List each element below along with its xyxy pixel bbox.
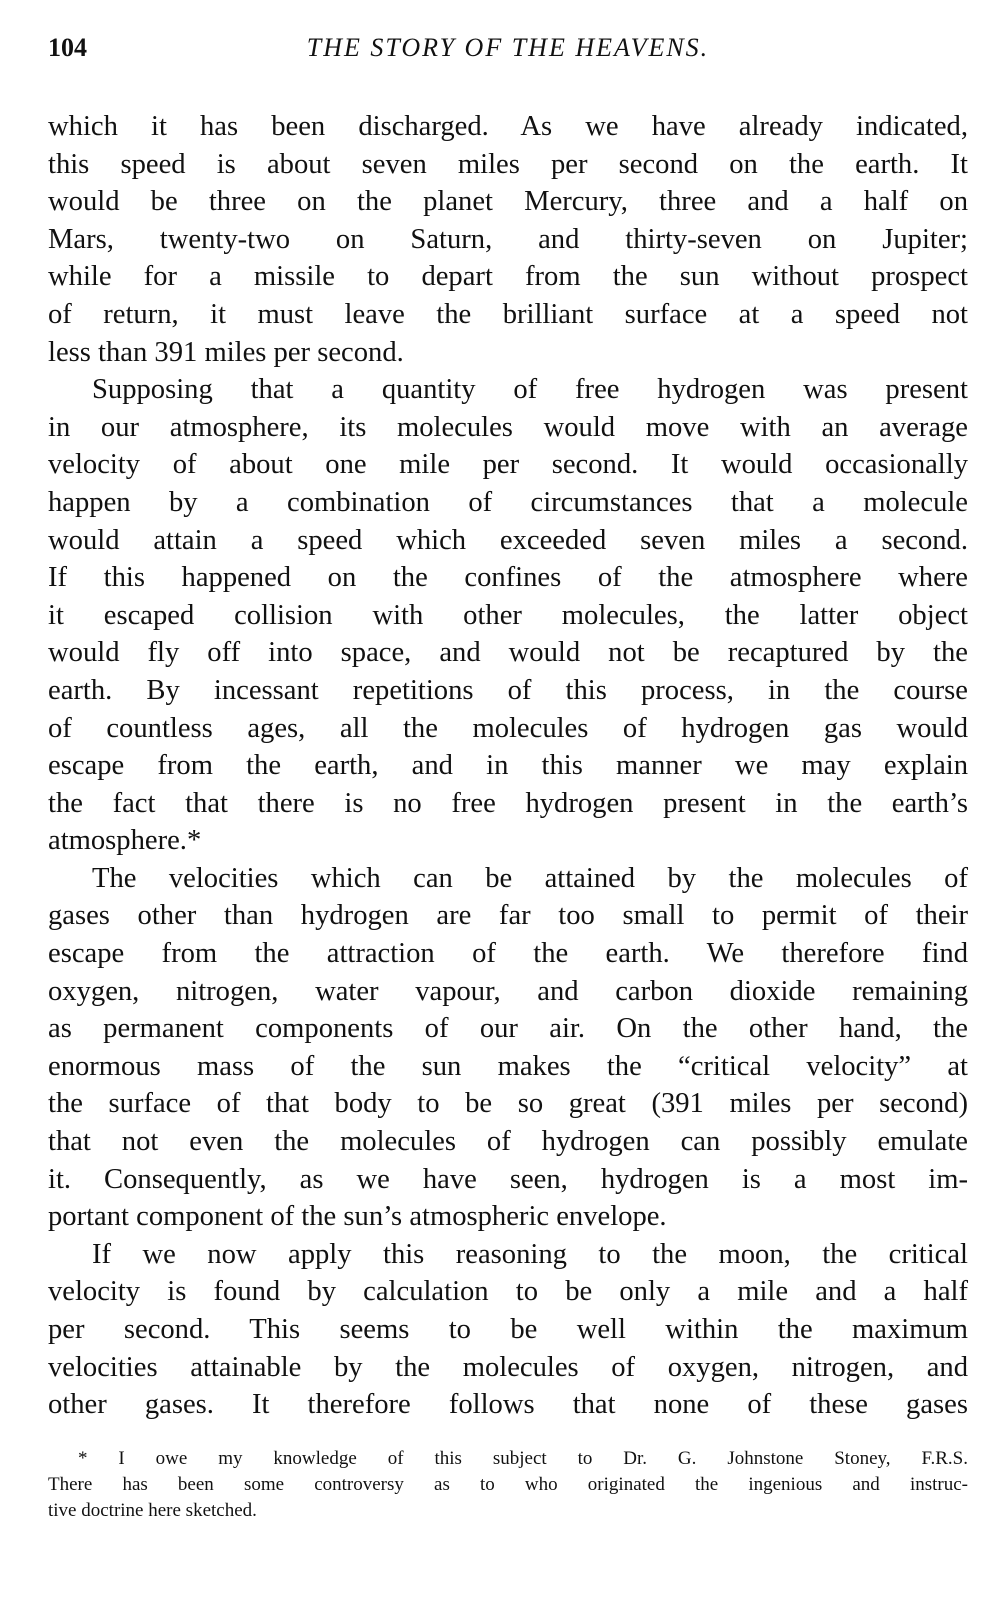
text-line: happen by a combination of circumstances that a molecule bbox=[48, 486, 968, 518]
footnote-line: tive doctrine here sketched. bbox=[48, 1499, 257, 1521]
paragraph bbox=[48, 860, 968, 1236]
text-line: escape from the attraction of the earth. We therefore find bbox=[48, 938, 968, 970]
text-line: Mars, twenty-two on Saturn, and thirty-seven on Jupiter; bbox=[48, 223, 968, 255]
text-line: other gases. It therefore follows that none of these gases bbox=[48, 1389, 968, 1421]
text-line: velocity of about one mile per second. It would occasionally bbox=[48, 449, 968, 481]
text-line: velocities attainable by the molecules of oxygen, nitrogen, and bbox=[48, 1351, 968, 1383]
text-line: escape from the earth, and in this manner we may explain bbox=[48, 750, 968, 782]
text-line: If we now apply this reasoning to the moon, the critical bbox=[92, 1238, 968, 1270]
text-line: in our atmosphere, its molecules would move with an average bbox=[48, 411, 968, 443]
text-line: less than 391 miles per second. bbox=[48, 336, 404, 368]
text-line: would fly off into space, and would not be recaptured by the bbox=[48, 637, 968, 669]
text-line: as permanent components of our air. On the other hand, the bbox=[48, 1013, 968, 1045]
text-line: velocity is found by calculation to be only a mile and a half bbox=[48, 1276, 968, 1308]
text-line: gases other than hydrogen are far too small to permit of their bbox=[48, 900, 968, 932]
text-line: while for a missile to depart from the sun without prospect bbox=[48, 261, 968, 293]
text-line: earth. By incessant repetitions of this process, in the course bbox=[48, 674, 968, 706]
text-line: the surface of that body to be so great (391 miles per second) bbox=[48, 1088, 968, 1120]
text-line: enormous mass of the sun makes the “critical velocity” at bbox=[48, 1050, 968, 1082]
footnote-line: There has been some controversy as to who originated the ingenious and instruc- bbox=[48, 1473, 968, 1495]
text-line: the fact that there is no free hydrogen present in the earth’s bbox=[48, 787, 968, 819]
running-title: THE STORY OF THE HEAVENS. bbox=[306, 33, 710, 62]
footnote-line: * I owe my knowledge of this subject to Dr. G. Johnstone Stoney, F.R.S. bbox=[78, 1447, 968, 1469]
book-page bbox=[48, 28, 968, 1524]
paragraph bbox=[48, 371, 968, 860]
page-number: 104 bbox=[48, 33, 87, 62]
text-line: Supposing that a quantity of free hydrogen was present bbox=[92, 374, 968, 406]
text-line: would be three on the planet Mercury, three and a half on bbox=[48, 186, 968, 218]
text-line: which it has been discharged. As we have already indicated, bbox=[48, 111, 968, 142]
text-line: it escaped collision with other molecules, the latter object bbox=[48, 599, 968, 631]
text-line: of countless ages, all the molecules of hydrogen gas would bbox=[48, 712, 968, 744]
body-text bbox=[48, 108, 968, 1424]
text-line: per second. This seems to be well within the maximum bbox=[48, 1314, 968, 1345]
footnote bbox=[48, 1446, 968, 1524]
running-head bbox=[48, 28, 968, 68]
text-line: atmosphere.* bbox=[48, 825, 202, 857]
text-line: that not even the molecules of hydrogen can possibly emulate bbox=[48, 1126, 968, 1158]
text-line: it. Consequently, as we have seen, hydrogen is a most im- bbox=[48, 1163, 968, 1195]
text-line: If this happened on the confines of the atmosphere where bbox=[48, 562, 968, 594]
text-line: of return, it must leave the brilliant surface at a speed not bbox=[48, 298, 968, 330]
text-line: this speed is about seven miles per second on the earth. It bbox=[48, 148, 968, 180]
text-line: portant component of the sun’s atmospheric envelope. bbox=[48, 1201, 667, 1233]
paragraph bbox=[48, 108, 968, 371]
text-line: The velocities which can be attained by the molecules of bbox=[92, 862, 968, 894]
text-line: oxygen, nitrogen, water vapour, and carbon dioxide remaining bbox=[48, 975, 968, 1007]
text-line: would attain a speed which exceeded seven miles a second. bbox=[48, 524, 968, 556]
paragraph bbox=[48, 1236, 968, 1424]
